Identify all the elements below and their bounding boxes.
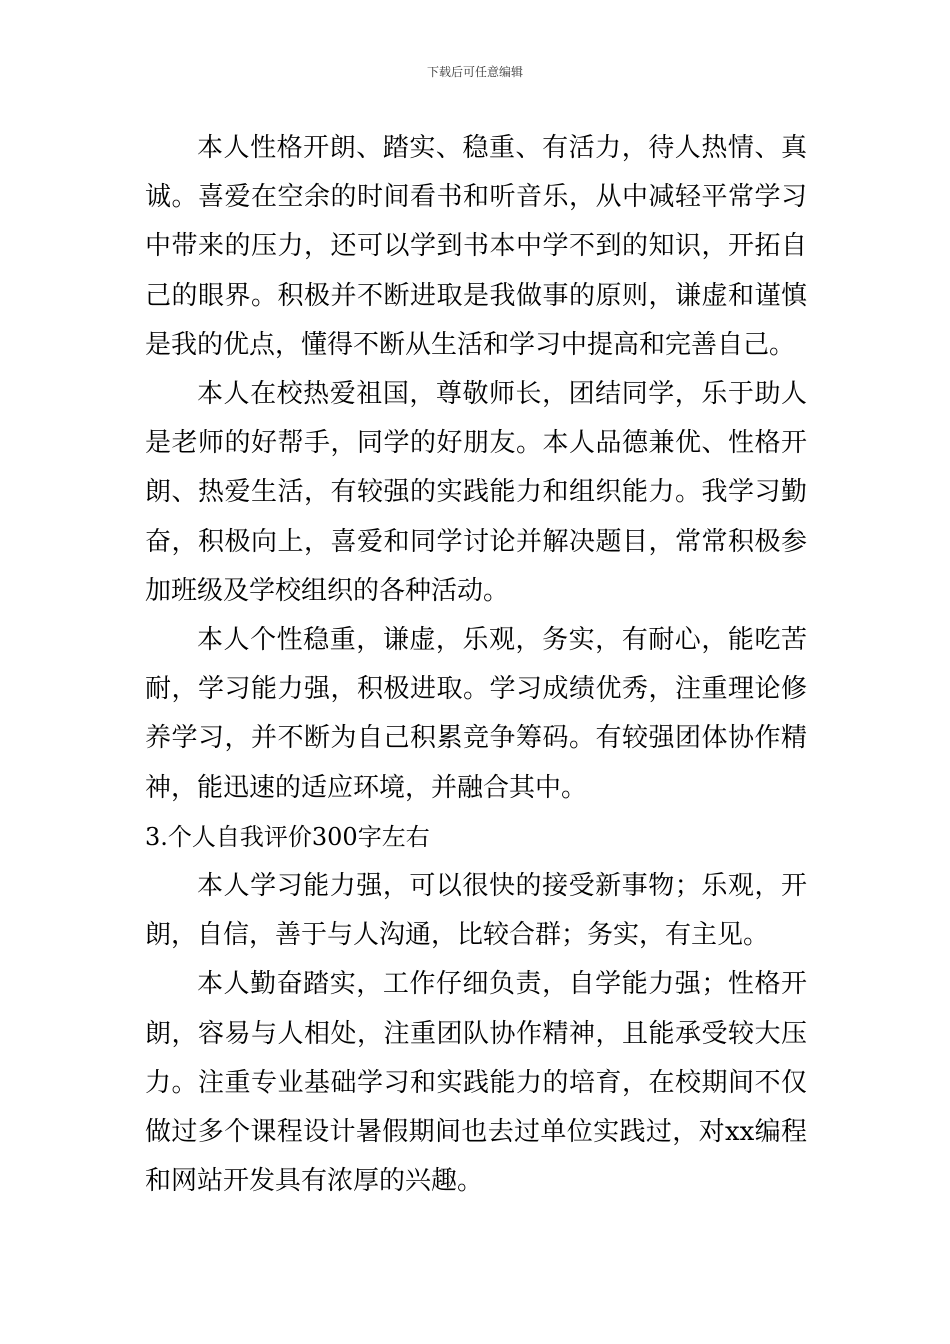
paragraph-3: 本人个性稳重，谦虚，乐观，务实，有耐心，能吃苦耐，学习能力强，积极进取。学习成绩优秀，注重理论修养学习，并不断为自己积累竞争筹码。有较强团体协作精神，能迅速的适应环境，并融合其中。 <box>145 625 807 803</box>
document-body <box>145 124 807 1206</box>
paragraph-2: 本人在校热爱祖国，尊敬师长，团结同学，乐于助人是老师的好帮手，同学的好朋友。本人品德兼优、性格开朗、热爱生活，有较强的实践能力和组织能力。我学习勤奋，积极向上，喜爱和同学讨论并解决题目，常常积极参加班级及学校组织的各种活动。 <box>145 379 807 606</box>
paragraph-5: 本人勤奋踏实，工作仔细负责，自学能力强；性格开朗，容易与人相处，注重团队协作精神，且能承受较大压力。注重专业基础学习和实践能力的培育，在校期间不仅做过多个课程设计暑假期间也去过单位实践过，对xx编程和网站开发具有浓厚的兴趣。 <box>145 969 807 1197</box>
paragraph-4: 本人学习能力强，可以很快的接受新事物；乐观，开朗，自信，善于与人沟通，比较合群；务实，有主见。 <box>145 871 807 951</box>
header-note: 下载后可任意编辑 <box>426 65 523 79</box>
section-heading: 3.个人自我评价300字左右 <box>145 822 430 851</box>
paragraph-1: 本人性格开朗、踏实、稳重、有活力，待人热情、真诚。喜爱在空余的时间看书和听音乐，从中减轻平常学习中带来的压力，还可以学到书本中学不到的知识，开拓自己的眼界。积极并不断进取是我做事的原则，谦虚和谨慎是我的优点，懂得不断从生活和学习中提高和完善自己。 <box>145 133 807 360</box>
